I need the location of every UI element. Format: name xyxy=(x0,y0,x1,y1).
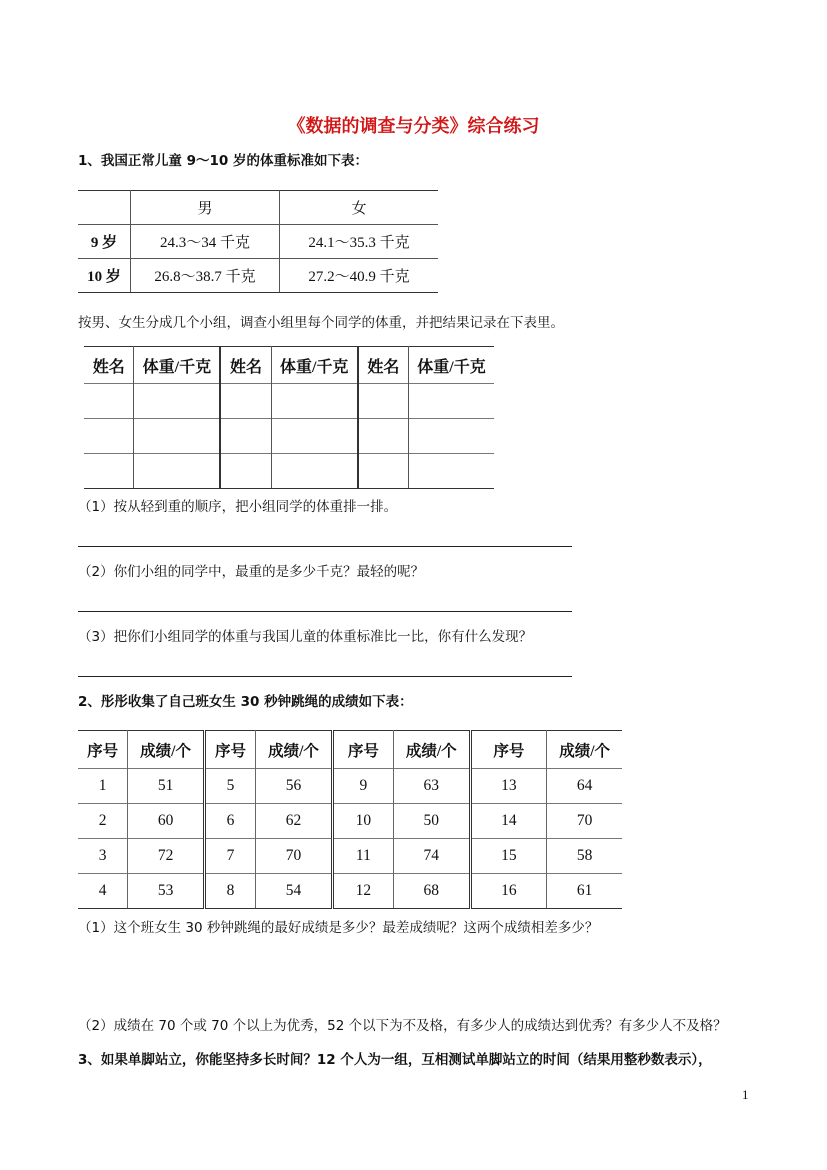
table-header-cell: 成绩/个 xyxy=(393,731,470,769)
table-cell: 26.8～38.7 千克 xyxy=(131,259,280,293)
table-cell: 9 xyxy=(332,769,393,804)
table-header-cell: 姓名 xyxy=(84,347,134,384)
table-cell: 70 xyxy=(547,804,622,839)
table-row xyxy=(84,384,494,419)
table-row xyxy=(78,225,438,259)
table-cell: 50 xyxy=(393,804,470,839)
table-cell: 63 xyxy=(393,769,470,804)
table-cell: 15 xyxy=(470,839,547,874)
empty-cell[interactable] xyxy=(358,384,409,419)
table-header-cell: 序号 xyxy=(332,731,393,769)
table-row xyxy=(78,804,622,839)
table-cell: 2 xyxy=(78,804,128,839)
empty-cell[interactable] xyxy=(220,454,271,489)
question-2-heading: 2、彤彤收集了自己班女生 30 秒钟跳绳的成绩如下表： xyxy=(78,694,413,710)
table-header-cell: 成绩/个 xyxy=(128,731,205,769)
table-cell: 9 岁 xyxy=(78,225,131,259)
table-cell: 74 xyxy=(393,839,470,874)
table-header-cell: 姓名 xyxy=(358,347,409,384)
table-cell: 5 xyxy=(204,769,255,804)
empty-cell[interactable] xyxy=(134,454,220,489)
table-cell: 72 xyxy=(128,839,205,874)
table-cell: 10 岁 xyxy=(78,259,131,293)
table-cell: 27.2～40.9 千克 xyxy=(280,259,439,293)
empty-cell[interactable] xyxy=(220,419,271,454)
empty-cell[interactable] xyxy=(271,419,357,454)
table-cell: 61 xyxy=(547,874,622,909)
empty-cell[interactable] xyxy=(358,454,409,489)
table-cell: 13 xyxy=(470,769,547,804)
table-header-cell: 成绩/个 xyxy=(547,731,622,769)
table-header-cell: 序号 xyxy=(78,731,128,769)
table-cell: 4 xyxy=(78,874,128,909)
table-cell: 10 xyxy=(332,804,393,839)
question-1-heading: 1、我国正常儿童 9～10 岁的体重标准如下表： xyxy=(78,153,368,169)
table-cell: 56 xyxy=(256,769,333,804)
empty-cell[interactable] xyxy=(220,384,271,419)
table-header-cell: 女 xyxy=(280,191,439,225)
answer-line[interactable] xyxy=(78,611,572,612)
table-cell: 53 xyxy=(128,874,205,909)
table-cell xyxy=(78,191,131,225)
question-3-heading: 3、如果单脚站立，你能坚持多长时间？12 个人为一组，互相测试单脚站立的时间（结果用整秒数表示）， xyxy=(78,1052,712,1068)
table-row xyxy=(84,419,494,454)
table-cell: 68 xyxy=(393,874,470,909)
table-cell: 12 xyxy=(332,874,393,909)
table-cell: 14 xyxy=(470,804,547,839)
weight-standard-table xyxy=(78,190,438,293)
table-header-cell: 序号 xyxy=(204,731,255,769)
table-cell: 8 xyxy=(204,874,255,909)
table-row xyxy=(84,454,494,489)
page-title: 《数据的调查与分类》综合练习 xyxy=(287,116,540,137)
table-cell: 54 xyxy=(256,874,333,909)
answer-line[interactable] xyxy=(78,676,572,677)
table-cell: 1 xyxy=(78,769,128,804)
table-header-cell: 序号 xyxy=(470,731,547,769)
table-cell: 24.1～35.3 千克 xyxy=(280,225,439,259)
table-cell: 3 xyxy=(78,839,128,874)
table-row xyxy=(78,874,622,909)
table-row xyxy=(78,839,622,874)
empty-cell[interactable] xyxy=(84,454,134,489)
table-header-row xyxy=(78,191,438,225)
table-cell: 11 xyxy=(332,839,393,874)
table-header-row xyxy=(84,347,494,384)
table-header-cell: 姓名 xyxy=(220,347,271,384)
answer-line[interactable] xyxy=(78,546,572,547)
empty-cell[interactable] xyxy=(134,384,220,419)
empty-cell[interactable] xyxy=(84,384,134,419)
question-1-sub-2: （2）你们小组的同学中，最重的是多少千克？最轻的呢？ xyxy=(78,564,425,580)
empty-cell[interactable] xyxy=(271,384,357,419)
table-cell: 7 xyxy=(204,839,255,874)
table-header-row xyxy=(78,731,622,769)
table-header-cell: 体重/千克 xyxy=(134,347,220,384)
table-cell: 58 xyxy=(547,839,622,874)
empty-cell[interactable] xyxy=(134,419,220,454)
table-row xyxy=(78,259,438,293)
weight-record-table xyxy=(84,346,494,489)
question-2-sub-2: （2）成绩在 70 个或 70 个以上为优秀，52 个以下为不及格，有多少人的成绩达到优秀？有多少人不及格？ xyxy=(78,1018,727,1034)
question-2-sub-1: （1）这个班女生 30 秒钟跳绳的最好成绩是多少？最差成绩呢？这两个成绩相差多少？ xyxy=(78,920,599,936)
empty-cell[interactable] xyxy=(409,454,494,489)
empty-cell[interactable] xyxy=(358,419,409,454)
empty-cell[interactable] xyxy=(409,419,494,454)
table-header-cell: 成绩/个 xyxy=(256,731,333,769)
table-header-cell: 体重/千克 xyxy=(409,347,494,384)
empty-cell[interactable] xyxy=(271,454,357,489)
jump-rope-score-table xyxy=(78,730,622,909)
table-cell: 62 xyxy=(256,804,333,839)
table-header-cell: 体重/千克 xyxy=(271,347,357,384)
table-cell: 16 xyxy=(470,874,547,909)
page-number: 1 xyxy=(742,1087,749,1102)
question-1-sub-3: （3）把你们小组同学的体重与我国儿童的体重标准比一比，你有什么发现？ xyxy=(78,629,533,645)
table-cell: 64 xyxy=(547,769,622,804)
table-header-cell: 男 xyxy=(131,191,280,225)
table-cell: 60 xyxy=(128,804,205,839)
question-1-sub-1: （1）按从轻到重的顺序，把小组同学的体重排一排。 xyxy=(78,499,398,515)
table-cell: 24.3～34 千克 xyxy=(131,225,280,259)
table-cell: 51 xyxy=(128,769,205,804)
empty-cell[interactable] xyxy=(84,419,134,454)
table-row xyxy=(78,769,622,804)
table-cell: 70 xyxy=(256,839,333,874)
table-cell: 6 xyxy=(204,804,255,839)
question-1-instruction: 按男、女生分成几个小组，调查小组里每个同学的体重，并把结果记录在下表里。 xyxy=(78,315,564,331)
empty-cell[interactable] xyxy=(409,384,494,419)
